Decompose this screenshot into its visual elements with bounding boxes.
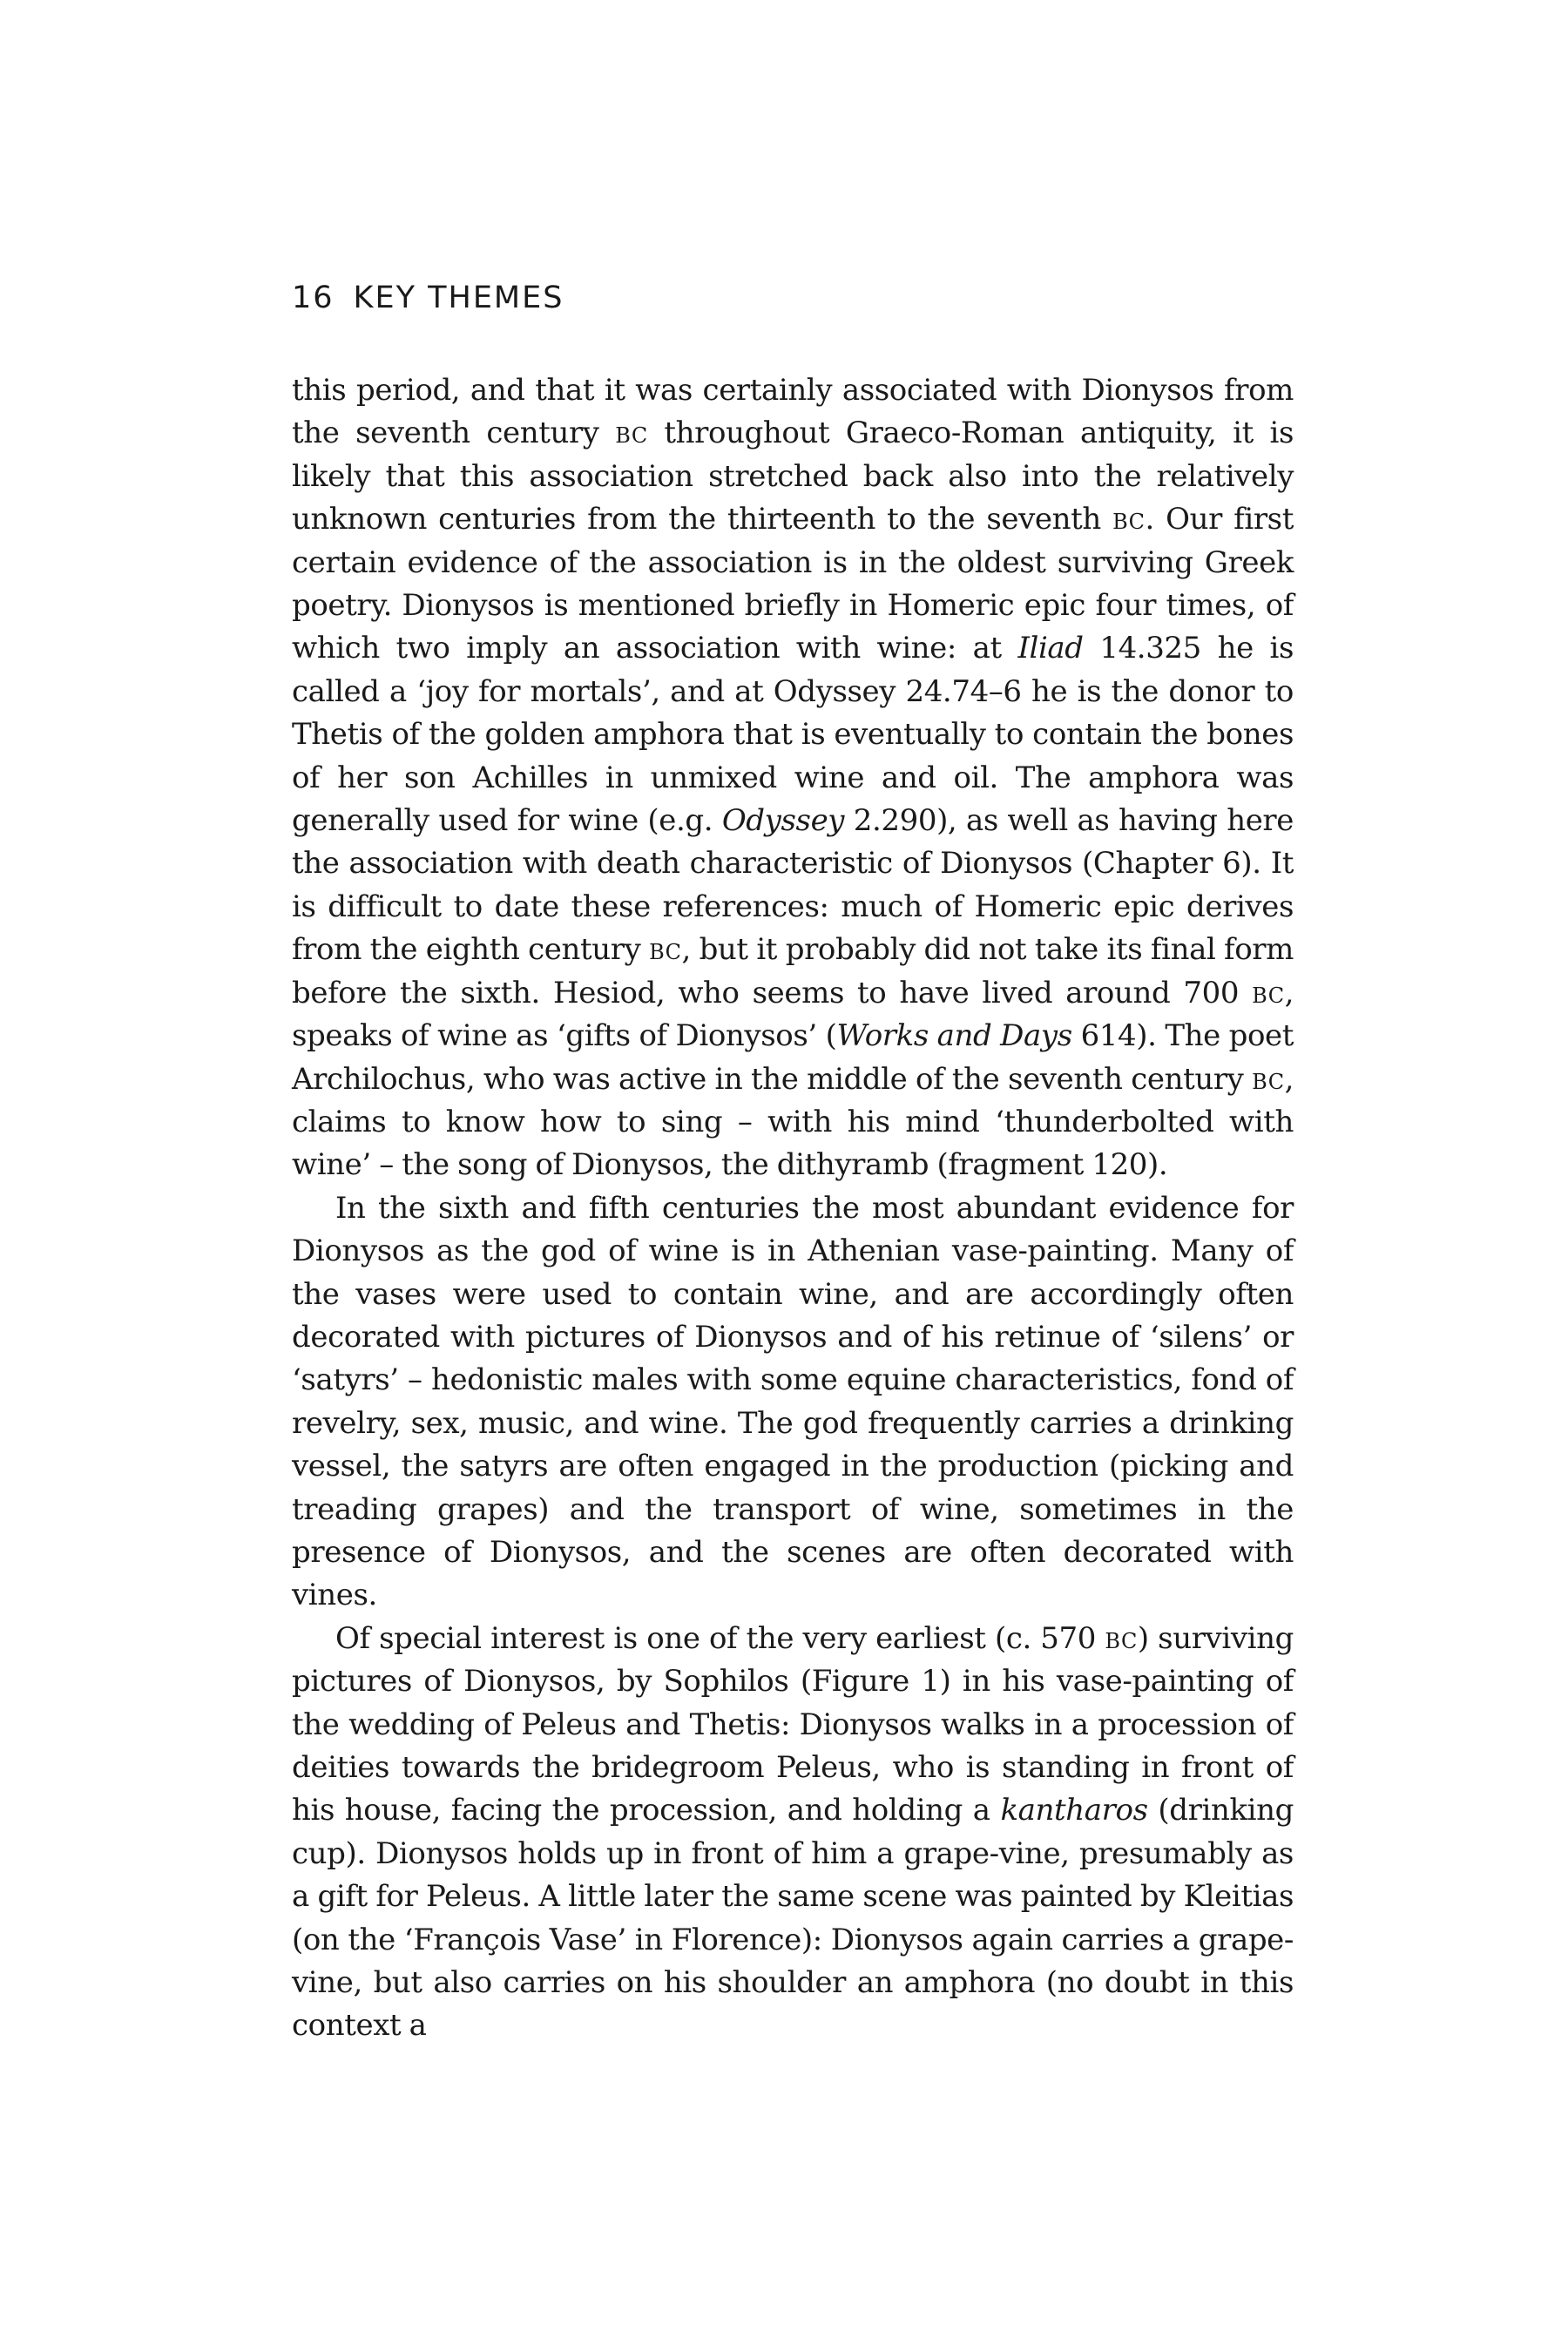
paragraph	[292, 369, 1294, 1187]
text-run: (drinking cup). Dionysos holds up in front of him a grape-vine, presumably as a gift for Peleus. A little later the same scene was painted by Kleitias (on the ‘François Vase’ in Florence): Dionysos again carries a grape-vine, but also carries on his shoulder an amphora (no doubt in this context a	[292, 1793, 1294, 2044]
italic-text: Iliad	[1017, 631, 1084, 666]
small-caps-text: bc	[615, 416, 648, 451]
small-caps-text: bc	[1252, 975, 1285, 1010]
text-run: , claims to know how to sing – with his mind ‘thunderbolted with wine’ – the song of Dionysos, the dithyramb (fragment 120).	[292, 1061, 1294, 1183]
italic-text: Odyssey	[721, 803, 845, 839]
section-title: KEY THEMES	[353, 280, 564, 315]
small-caps-text: bc	[1112, 502, 1146, 537]
small-caps-text: bc	[649, 932, 682, 968]
text-run: , but it probably did not take its final form before the sixth. Hesiod, who seems to have lived around 700	[292, 932, 1294, 1010]
body-text	[292, 369, 1294, 2048]
italic-text: Works and Days	[836, 1018, 1072, 1054]
text-run: Of special interest is one of the very earliest (c. 570	[335, 1620, 1105, 1656]
text-run: 14.325 he is called a ‘joy for mortals’, and at Odyssey 24.74–6 he is the donor to Thetis of the golden amphora that is eventually to contain the bones of her son Achilles in unmixed wine and oil. The amphora was generally used for wine (e.g.	[292, 631, 1294, 839]
small-caps-text: bc	[1252, 1061, 1285, 1097]
paragraph	[292, 1187, 1294, 1618]
page-number: 16	[292, 280, 335, 315]
text-run: In the sixth and fifth centuries the most abundant evidence for Dionysos as the god of wine is in Athenian vase-painting. Many of the vases were used to contain wine, and are accordingly often decorated with pictures of Dionysos and of his retinue of ‘silens’ or ‘satyrs’ – hedonistic males with some equine characteristics, fond of revelry, sex, music, and wine. The god frequently carries a drinking vessel, the satyrs are often engaged in the production (picking and treading grapes) and the transport of wine, sometimes in the presence of Dionysos, and the scenes are often decorated with vines.	[292, 1190, 1294, 1613]
text-run: throughout Graeco-Roman antiquity, it is likely that this association stretched back also into the relatively unknown centuries from the thirteenth to the seventh	[292, 416, 1294, 537]
running-head	[292, 279, 564, 317]
text-run: this period, and that it was certainly associated with Dionysos from the seventh century	[292, 373, 1294, 451]
small-caps-text: bc	[1105, 1620, 1138, 1656]
paragraph	[292, 1618, 1294, 2048]
italic-text: kantharos	[1000, 1793, 1148, 1828]
text-run: 2.290), as well as having here the association with death characteristic of Dionysos (Chapter 6). It is difficult to date these references: much of Homeric epic derives from the eighth century	[292, 803, 1294, 968]
text-run: , speaks of wine as ‘gifts of Dionysos’ (	[292, 975, 1294, 1054]
text-run: ) surviving pictures of Dionysos, by Sophilos (Figure 1) in his vase-painting of the wedding of Peleus and Thetis: Dionysos walks in a procession of deities towards the bridegroom Peleus, who is standing in front of his house, facing the procession, and holding a	[292, 1620, 1294, 1828]
text-run: . Our first certain evidence of the association is in the oldest surviving Greek poetry. Dionysos is mentioned briefly in Homeric epic four times, of which two imply an association with wine: at	[292, 502, 1294, 666]
text-run: 614). The poet Archilochus, who was active in the middle of the seventh century	[292, 1018, 1294, 1097]
